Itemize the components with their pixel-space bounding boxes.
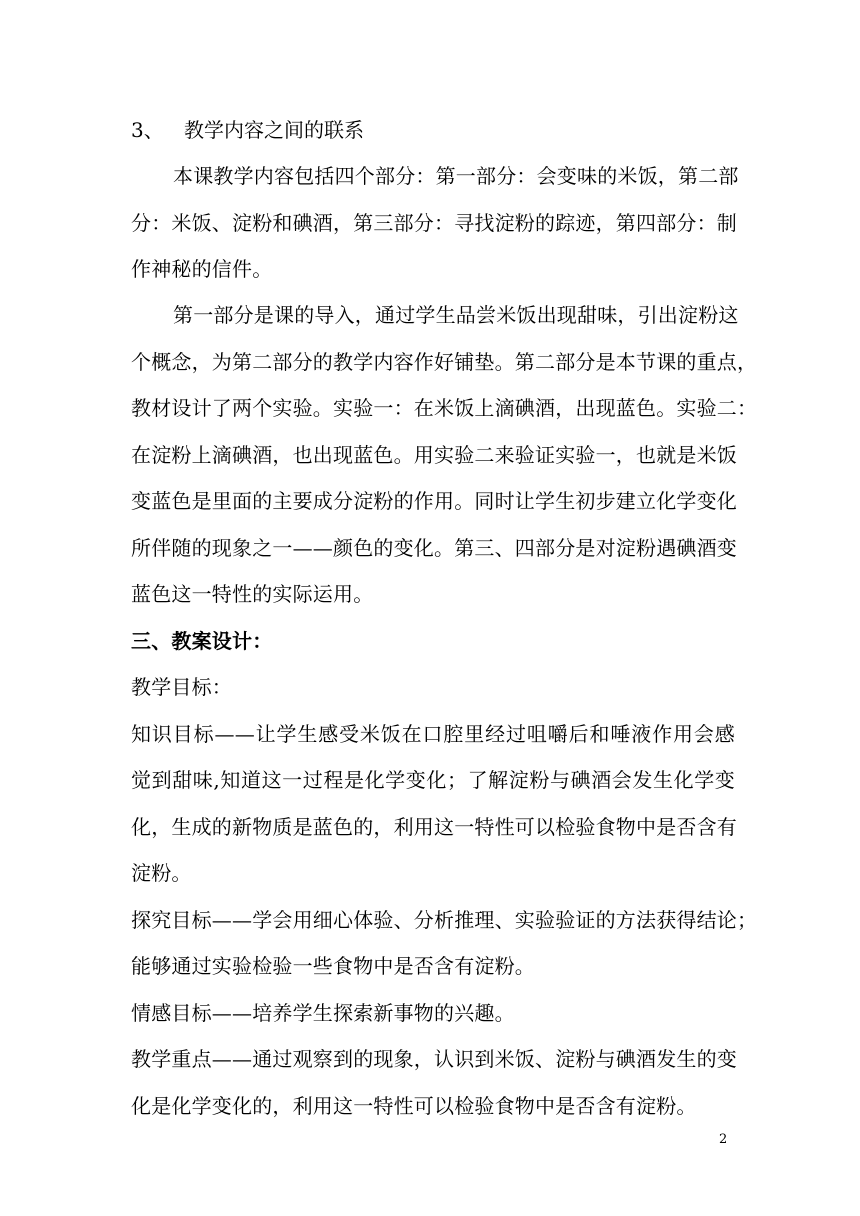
inquiry-goal-line: 能够通过实验检验一些食物中是否含有淀粉。	[131, 954, 535, 978]
section-number: 3、	[131, 118, 164, 142]
paragraph-line: 作神秘的信件。	[131, 257, 273, 281]
knowledge-goal-line: 化，生成的新物质是蓝色的，利用这一特性可以检验食物中是否含有	[131, 815, 737, 839]
paragraph-line: 变蓝色是里面的主要成分淀粉的作用。同时让学生初步建立化学变化	[131, 489, 737, 513]
teaching-focus-line: 教学重点——通过观察到的现象，认识到米饭、淀粉与碘酒发生的变	[131, 1047, 737, 1071]
knowledge-goal-line: 淀粉。	[131, 861, 192, 885]
emotion-goal-line: 情感目标——培养学生探索新事物的兴趣。	[131, 1001, 515, 1025]
paragraph-line: 在淀粉上滴碘酒，也出现蓝色。用实验二来验证实验一，也就是米饭	[131, 443, 737, 467]
paragraph-line: 蓝色这一特性的实际运用。	[131, 582, 374, 606]
paragraph-line: 教材设计了两个实验。实验一：在米饭上滴碘酒，出现蓝色。实验二：	[131, 396, 758, 420]
paragraph-line: 本课教学内容包括四个部分：第一部分：会变味的米饭，第二部	[173, 164, 739, 188]
knowledge-goal-line: 觉到甜味,知道这一过程是化学变化；了解淀粉与碘酒会发生化学变	[131, 768, 735, 792]
paragraph-line: 第一部分是课的导入，通过学生品尝米饭出现甜味，引出淀粉这	[173, 303, 739, 327]
teaching-goals-label: 教学目标：	[131, 675, 232, 699]
section-heading: 三、教案设计：	[131, 629, 273, 653]
paragraph-line: 分：米饭、淀粉和碘酒，第三部分：寻找淀粉的踪迹，第四部分：制	[131, 211, 737, 235]
teaching-focus-line: 化是化学变化的，利用这一特性可以检验食物中是否含有淀粉。	[131, 1094, 697, 1118]
paragraph-line: 所伴随的现象之一——颜色的变化。第三、四部分是对淀粉遇碘酒变	[131, 536, 737, 560]
inquiry-goal-line: 探究目标——学会用细心体验、分析推理、实验验证的方法获得结论；	[131, 908, 758, 932]
knowledge-goal-line: 知识目标——让学生感受米饭在口腔里经过咀嚼后和唾液作用会感	[131, 722, 735, 746]
page-number: 2	[719, 1132, 728, 1147]
section-title: 教学内容之间的联系	[184, 118, 364, 142]
paragraph-line: 个概念，为第二部分的教学内容作好铺垫。第二部分是本节课的重点，	[131, 350, 758, 374]
